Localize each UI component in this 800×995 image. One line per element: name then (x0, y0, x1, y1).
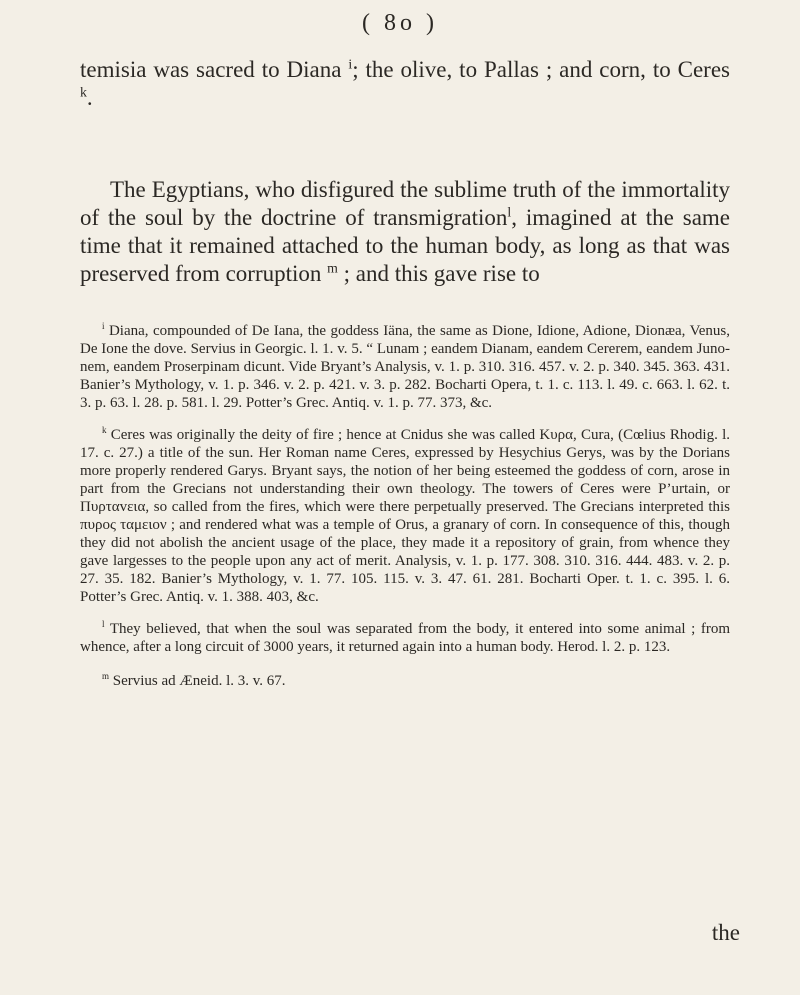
intro-text-2: ; the olive, to Pallas ; and corn, to Ceres (352, 57, 730, 82)
footnote-i-text: Diana, compounded of De Iana, the goddess Iäna, the same as Dione, Idione, Adione, Dionæa, Venus, De Ione the dove. Servius in Georgic. l. 1. v. 5. “ Lunam ; eandem Dianam, eandem Cererem, eandem Juno-nem, eandem Proserpinam dicunt. Vide Bryant’s Analysis, v. 1. p. 310. 316. 457. v. 2. p. 340. 345. 363. 431. Banier’s Mythology, v. 1. p. 346. v. 2. p. 421. v. 3. p. 282. Bocharti Opera, t. 1. c. 113. l. 49. c. 663. l. 62. t. 3. p. 63. l. 28. p. 581. l. 29. Potter’s Grec. Antiq. v. 1. p. 77. 373, &c. (80, 323, 730, 411)
footnote-k (80, 426, 730, 606)
footnotes (80, 322, 730, 704)
footnote-m-text: Servius ad Æneid. l. 3. v. 67. (112, 673, 286, 689)
page-number: ( 8o ) (362, 10, 438, 36)
footnote-m-mark: m (102, 671, 110, 681)
footnote-i (80, 322, 730, 412)
note-mark-l: l (507, 204, 512, 220)
footnote-k-text: Ceres was originally the deity of fire ; hence at Cnidus she was called Κυρα, Cura, (Cœlius Rhodig. l. 17. c. 27.) a title of the sun. Her Roman name Ceres, expressed by Hesychius Gerys, was by the Dorians more properly rendered Garys. Bryant says, the notion of her being esteemed the goddess of corn, arose in part from the Grecians not understanding their own theology. The towers of Ceres were P’urtain, or Πυρταvεια, so called from the fires, which were there perpetually preserved. The Grecians interpreted this πυρος ταμειον ; and rendered what was a temple of Orus, a granary of corn. In consequence of this, though they did not abolish the ancient usage of the place, they made it a repository of grain, from whence they gave largesses to the people upon any act of merit. Analysis, v. 1. p. 177. 308. 310. 316. 444. 483. v. 2. p. 27. 35. 182. Banier’s Mythology, v. 1. 77. 105. 115. v. 3. 47. 61. 281. Bocharti Oper. t. 1. c. 395. l. 6. Potter’s Grec. Antiq. v. 1. 388. 403, &c. (80, 427, 730, 605)
intro-text-1: temisia was sacred to Diana (80, 57, 342, 82)
intro-paragraph (80, 56, 730, 112)
egyptians-paragraph (80, 176, 730, 288)
para2-text-1: The Egyptians, who disfigured the sublime truth of the immortality of the soul by the doctrine of transmigration (80, 177, 730, 230)
footnote-l-text: They believed, that when the soul was separated from the body, it entered into some animal ; from whence, after a long circuit of 3000 years, it returned again into a human body. Herod. l. 2. p. 123. (80, 621, 730, 655)
intro-end: . (86, 85, 93, 110)
note-mark-i: i (348, 56, 353, 72)
note-mark-m: m (327, 260, 338, 276)
footnote-m (80, 672, 730, 690)
para2-text-3: ; and this gave rise to (337, 261, 540, 286)
footnote-l-mark: l (102, 619, 105, 629)
note-mark-k: k (80, 84, 87, 100)
catchword: the (711, 920, 740, 945)
footnote-i-mark: i (102, 321, 105, 331)
footnote-l (80, 620, 730, 656)
footnote-k-mark: k (102, 425, 107, 435)
para2-text-2: , imagined at the same time that it remained attached to the human body, as long as that was preserved from corruption (80, 205, 730, 286)
